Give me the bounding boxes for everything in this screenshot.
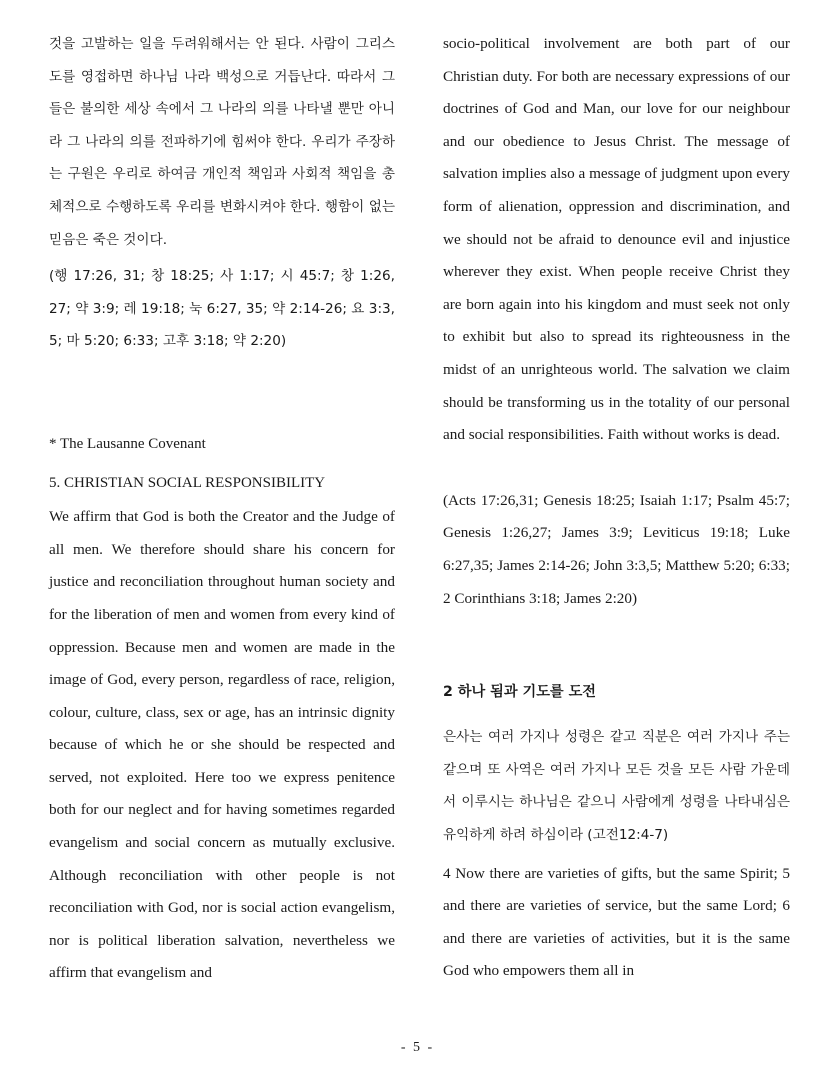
english-verse: 4 Now there are varieties of gifts, but the same Spirit; 5 and there are varieties of service, but the same Lord; 6 and there are varieties of activities, but it is the same God who empowers them all in [443,864,790,980]
section-heading: 5. CHRISTIAN SOCIAL RESPONSIBILITY [49,474,326,491]
english-paragraph-continued: socio-political involvement are both part of our Christian duty. For both are necessary expressions of our doctrines of God and Man, our love for our neighbour and our obedience to Jesus Christ. The message of salvation implies also a message of judgment upon every form of alienation, oppression and discrimination, and we should not be afraid to denounce evil and injustice wherever they exist. When people receive Christ they are born again into his kingdom and must seek not only to exhibit but also to spread its righteousness in the midst of an unrighteous world. The salvation we claim should be transforming us in the totality of our personal and social responsibilities. Faith without works is dead. [443,35,790,444]
source-mark: * The Lausanne Covenant [49,435,206,452]
page-number: - 5 - [400,1040,435,1055]
korean-references: (행 17:26, 31; 창 18:25; 사 1:17; 시 45:7; 창 1:26, 27; 약 3:9; 레 19:18; 눅 6:27, 35; 약 2:14-26; 요 3:3, 5; 마 5:20; 6:33; 고후 3:18; 약 2:20) [49,268,395,350]
right-column [443,28,790,988]
korean-verse: 은사는 여러 가지나 성령은 같고 직분은 여러 가지나 주는 같으며 또 사역은 여러 가지나 모든 것을 모든 사람 가운데서 이루시는 하나님은 같으니 사람에게 성령을 나타내심은 유익하게 하려 하심이라 (고전12:4-7) [443,729,790,844]
english-references: (Acts 17:26,31; Genesis 18:25; Isaiah 1:17; Psalm 45:7; Genesis 1:26,27; James 3:9; Leviticus 19:18; Luke 6:27,35; James 2:14-26; John 3:3,5; Matthew 5:20; 6:33; 2 Corinthians 3:18; James 2:20) [443,491,790,607]
korean-paragraph: 것을 고발하는 일을 두려워해서는 안 된다. 사람이 그리스도를 영접하면 하나님 나라 백성으로 거듭난다. 따라서 그들은 불의한 세상 속에서 그 나라의 의를 나타낼 뿐만 아니라 그 나라의 의를 전파하기에 힘써야 한다. 우리가 주장하는 구원은 우리로 하여금 개인적 책임과 사회적 책임을 총체적으로 수행하도록 우리를 변화시켜야 한다. 행함이 없는 믿음은 죽은 것이다. [49,36,395,248]
left-column [49,28,395,990]
korean-heading: 2 하나 됨과 기도를 도전 [443,684,596,701]
english-paragraph: We affirm that God is both the Creator and the Judge of all men. We therefore should share his concern for justice and reconciliation throughout human society and for the liberation of men and women from every kind of oppression. Because men and women are made in the image of God, every person, regardless of race, religion, colour, culture, class, sex or age, has an intrinsic dignity because of which he or she should be respected and served, not exploited. Here too we express penitence both for our neglect and for having sometimes regarded evangelism and social concern as mutually exclusive. Although reconciliation with other people is not reconciliation with God, nor is social action evangelism, nor is political liberation salvation, nevertheless we affirm that evangelism and [49,508,395,982]
